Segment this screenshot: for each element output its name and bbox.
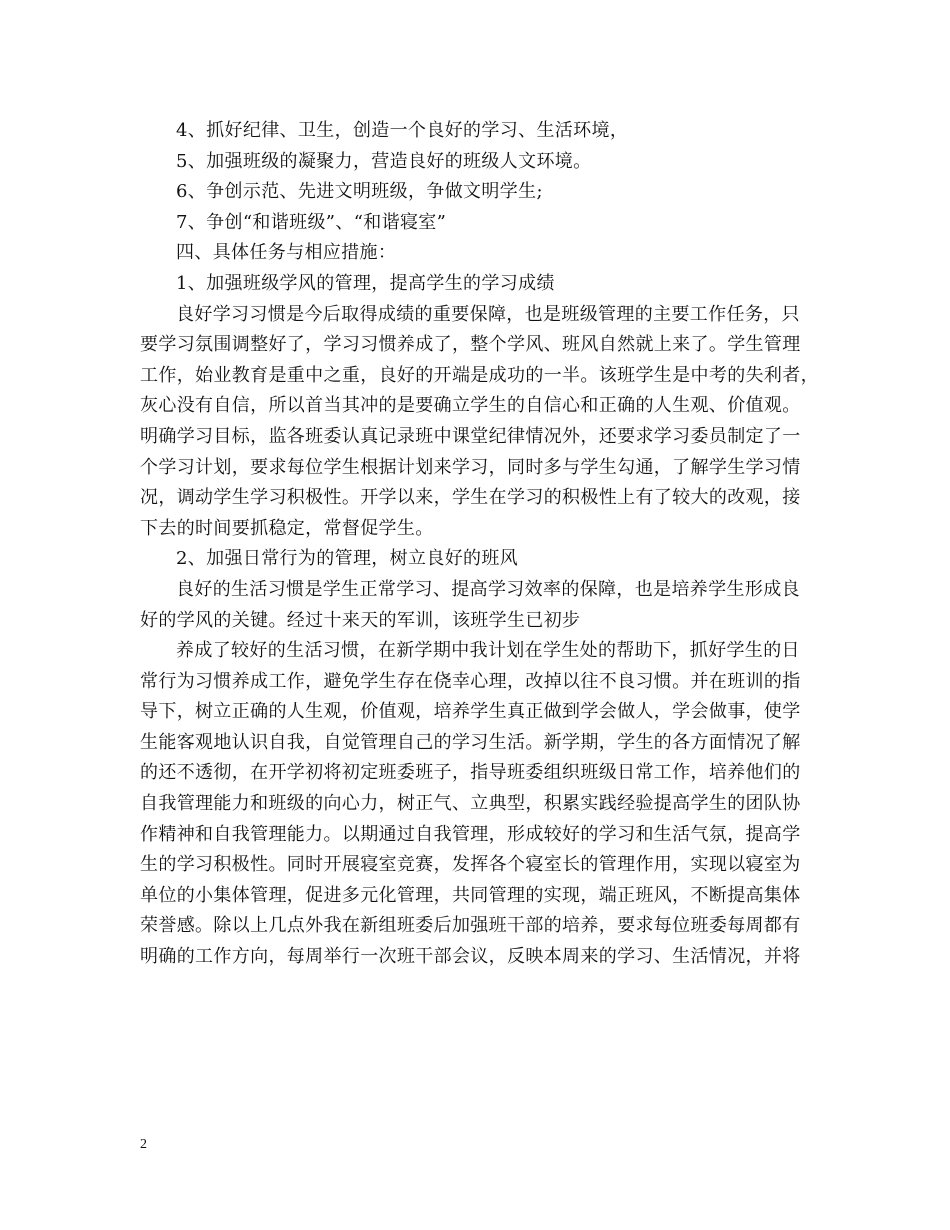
text-line: 荣誉感。除以上几点外我在新组班委后加强班干部的培养，要求每位班委每周都有 (140, 915, 801, 937)
text-line: 的还不透彻，在开学初将初定班委班子，指导班委组织班级日常工作，培养他们的 (140, 762, 801, 784)
text-line: 单位的小集体管理，促进多元化管理，共同管理的实现，端正班风，不断提高集体 (140, 884, 801, 906)
text-line: 自我管理能力和班级的向心力，树正气、立典型，积累实践经验提高学生的团队协 (140, 793, 801, 815)
text-line: 常行为习惯养成工作，避免学生存在侥幸心理，改掉以往不良习惯。并在班训的指 (140, 670, 801, 692)
text-line: 6、争创示范、先进文明班级，争做文明学生; (176, 181, 543, 203)
text-line: 好的学风的关键。经过十来天的军训，该班学生已初步 (140, 609, 581, 631)
page-number: 2 (140, 1137, 147, 1152)
text-line: 良好的生活习惯是学生正常学习、提高学习效率的保障，也是培养学生形成良 (176, 578, 800, 600)
text-line: 个学习计划，要求每位学生根据计划来学习，同时多与学生勾通，了解学生学习情 (140, 456, 801, 478)
text-line: 1、加强班级学风的管理，提高学生的学习成绩 (176, 272, 555, 294)
text-line: 明确的工作方向，每周举行一次班干部会议，反映本周来的学习、生活情况，并将 (140, 946, 801, 968)
text-line: 作精神和自我管理能力。以期通过自我管理，形成较好的学习和生活气氛，提高学 (140, 823, 801, 845)
text-line: 要学习氛围调整好了，学习习惯养成了，整个学风、班风自然就上来了。学生管理 (140, 334, 801, 356)
text-line: 养成了较好的生活习惯，在新学期中我计划在学生处的帮助下，抓好学生的日 (176, 640, 800, 662)
text-line: 2、加强日常行为的管理，树立良好的班风 (176, 548, 519, 570)
text-line: 四、具体任务与相应措施： (176, 242, 397, 264)
text-line: 工作，始业教育是重中之重，良好的开端是成功的一半。该班学生是中考的失利者， (140, 364, 819, 386)
text-line: 良好学习习惯是今后取得成绩的重要保障，也是班级管理的主要工作任务，只 (176, 303, 800, 325)
text-line: 4、抓好纪律、卫生，创造一个良好的学习、生活环境， (176, 120, 629, 141)
document-body (140, 116, 819, 973)
text-line: 灰心没有自信，所以首当其冲的是要确立学生的自信心和正确的人生观、价值观。 (140, 395, 801, 417)
text-line: 导下，树立正确的人生观，价值观，培养学生真正做到学会做人，学会做事，使学 (140, 701, 801, 723)
text-line: 明确学习目标，监各班委认真记录班中课堂纪律情况外，还要求学习委员制定了一 (140, 425, 801, 447)
text-line: 生的学习积极性。同时开展寝室竞赛，发挥各个寝室长的管理作用，实现以寝室为 (140, 854, 801, 876)
text-line: 下去的时间要抓稳定，常督促学生。 (140, 517, 434, 539)
text-line: 7、争创“和谐班级”、“和谐寝室” (176, 211, 447, 233)
text-line: 5、加强班级的凝聚力，营造良好的班级人文环境。 (176, 150, 592, 172)
text-line: 况，调动学生学习积极性。开学以来，学生在学习的积极性上有了较大的改观，接 (140, 487, 801, 509)
text-line: 生能客观地认识自我，自觉管理自己的学习生活。新学期，学生的各方面情况了解 (140, 731, 801, 753)
